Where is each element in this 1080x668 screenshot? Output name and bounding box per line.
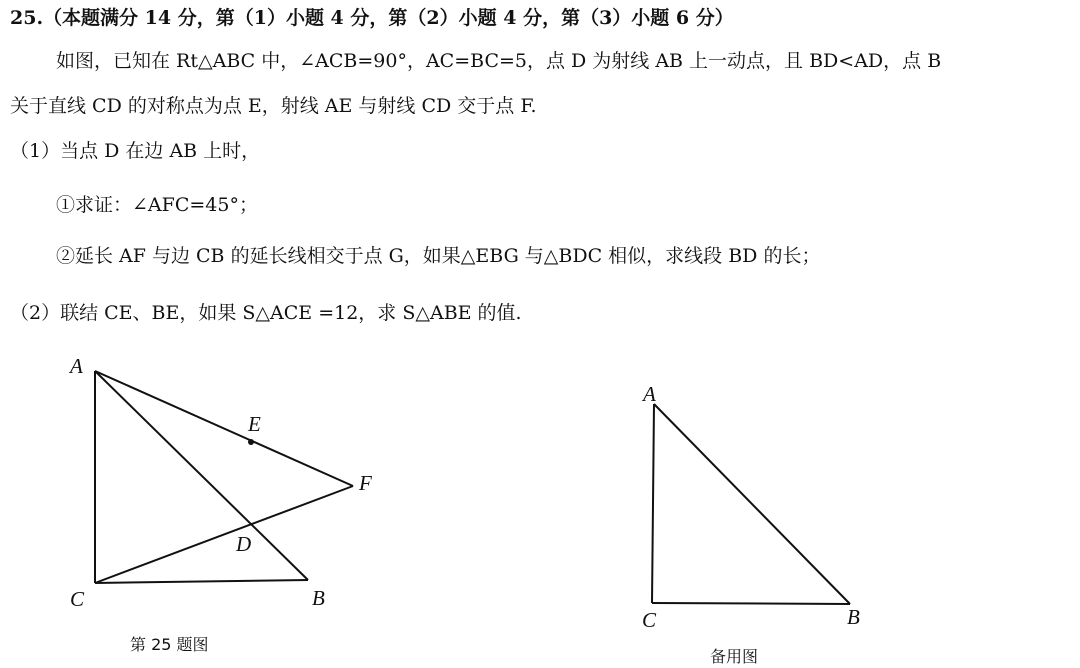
caption-spare-figure: 备用图	[710, 647, 759, 666]
ray-cf	[95, 486, 353, 583]
segment-ab	[95, 371, 308, 580]
label-e-main: E	[248, 412, 261, 436]
part-1-sub-a: ①求证：∠AFC=45°；	[56, 194, 258, 216]
part-1-sub-b: ②延长 AF 与边 CB 的延长线相交于点 G，如果△EBG 与△BDC 相似，求线段 BD 的长；	[56, 245, 821, 267]
spare-segment-ab	[654, 404, 850, 604]
label-c-main: C	[70, 587, 85, 611]
label-d-main: D	[236, 532, 252, 556]
question-intro-line-2: 关于直线 CD 的对称点为点 E，射线 AE 与射线 CD 交于点 F.	[10, 95, 537, 117]
spare-segment-ac	[652, 404, 654, 603]
point-e-dot	[248, 439, 254, 445]
part-1-prompt: （1）当点 D 在边 AB 上时，	[10, 140, 261, 162]
question-title: 25.（本题满分 14 分，第（1）小题 4 分，第（2）小题 4 分，第（3）小题 6 分）	[10, 7, 734, 29]
label-c-spare: C	[642, 608, 657, 632]
question-intro-line-1: 如图，已知在 Rt△ABC 中，∠ACB=90°，AC=BC=5，点 D 为射线 AB 上一动点，且 BD<AD，点 B	[56, 50, 942, 72]
ray-af	[95, 371, 353, 486]
part-2-prompt: （2）联结 CE、BE，如果 S△ACE =12，求 S△ABE 的值.	[10, 302, 522, 324]
main-figure	[95, 371, 353, 583]
label-a-main: A	[70, 354, 83, 378]
label-b-spare: B	[847, 605, 860, 629]
label-b-main: B	[312, 586, 325, 610]
spare-segment-cb	[652, 603, 850, 604]
caption-main-figure: 第 25 题图	[130, 635, 209, 654]
label-f-main: F	[359, 471, 372, 495]
segment-cb	[95, 580, 308, 583]
label-a-spare: A	[643, 382, 656, 406]
spare-figure	[652, 404, 850, 604]
